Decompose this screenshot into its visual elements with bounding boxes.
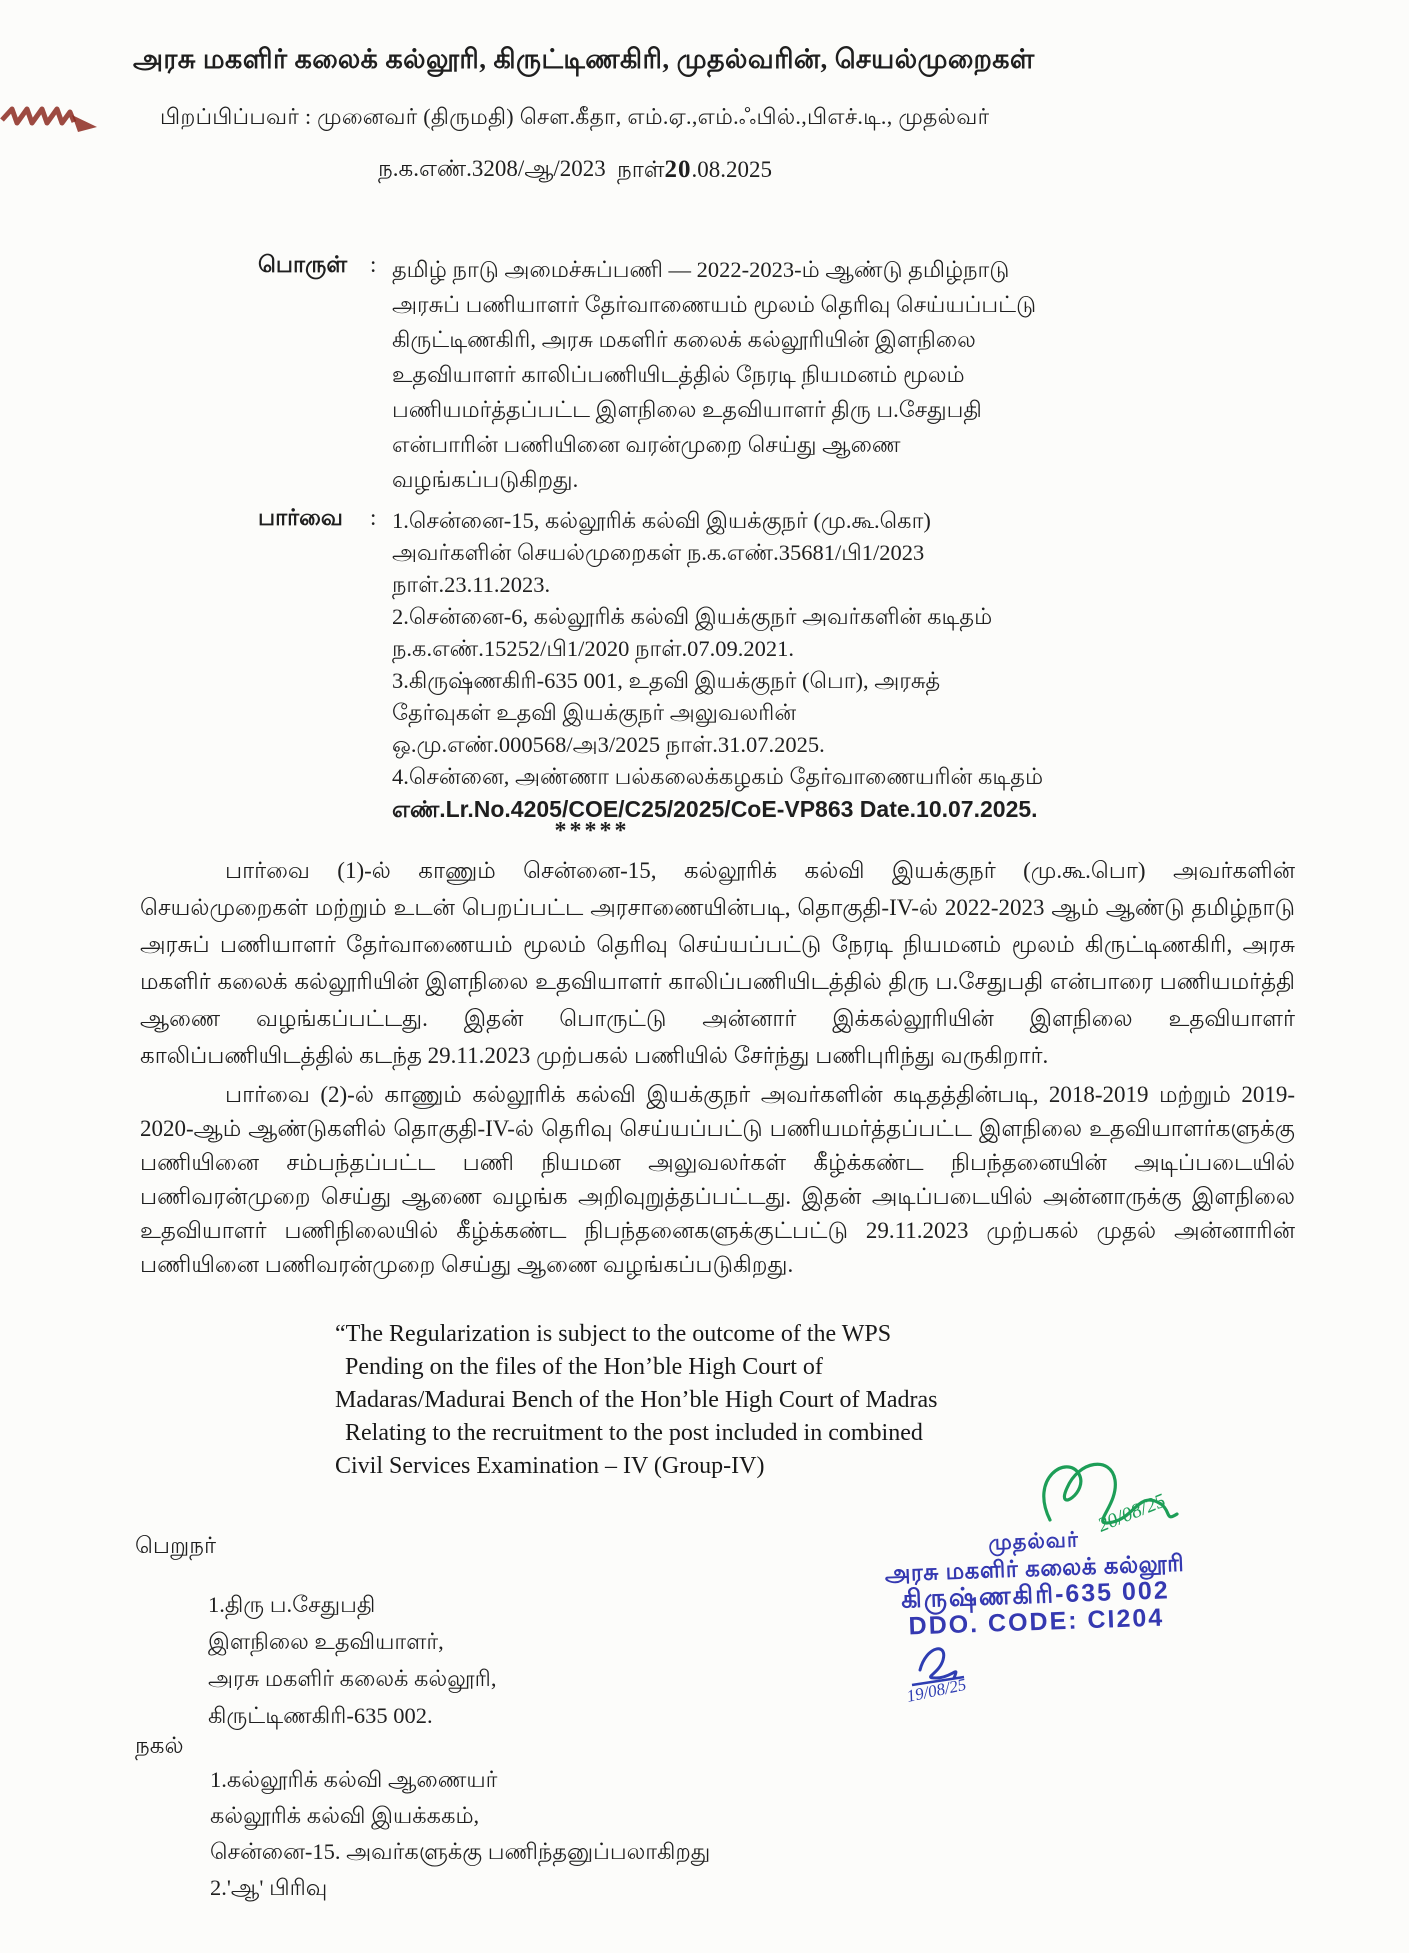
copy-line: 1.கல்லூரிக் கல்வி ஆணையர் bbox=[210, 1767, 498, 1792]
quote-line: Relating to the recruitment to the post included in combined bbox=[345, 1420, 923, 1446]
reference-list bbox=[392, 505, 1072, 825]
quote-line: “The Regularization is subject to the outcome of the WPS bbox=[335, 1321, 892, 1347]
reference-line: 1.சென்னை-15, கல்லூரிக் கல்வி இயக்குநர் (மு.கூ.கொ) bbox=[392, 508, 931, 533]
reference-line: ஒ.மு.எண்.000568/அ3/2025 நாள்.31.07.2025. bbox=[392, 732, 825, 757]
quote-line: Madaras/Madurai Bench of the Hon’ble High Court of Madras bbox=[335, 1387, 938, 1413]
copy-line: கல்லூரிக் கல்வி இயக்ககம், bbox=[210, 1803, 480, 1828]
subject-colon: : bbox=[370, 252, 377, 277]
body-paragraph-1: பார்வை (1)-ல் காணும் சென்னை-15, கல்லூரிக் கல்வி இயக்குநர் (மு.கூ.பொ) அவர்களின் செயல்முறைகள் மற்றும் உடன் பெறப்பட்ட அரசாணையின்படி, தொகுதி-IV-ல் 2022-2023 ஆம் ஆண்டு தமிழ்நாடு அரசுப் பணியாளர் தேர்வாணையம் மூலம் தெரிவு செய்யப்பட்டு நேரடி நியமனம் மூலம் கிருட்டிணகிரி, அரசு மகளிர் கலைக் கல்லூரியின் இளநிலை உதவியாளர் காலிப்பணியிடத்தில் திரு ப.சேதுபதி என்பாரை பணியமர்த்தி ஆணை வழங்கப்பட்டது. இதன் பொருட்டு அன்னார் இக்கல்லூரியின் இளநிலை உதவியாளர் காலிப்பணியிடத்தில் கடந்த 29.11.2023 முற்பகல் பணியில் சேர்ந்து பணிபுரிந்து வருகிறார். bbox=[140, 858, 1295, 1068]
reference-line: 4.சென்னை, அண்ணா பல்கலைக்கழகம் தேர்வாணையரின் கடிதம் bbox=[392, 764, 1044, 789]
reference-line: தேர்வுகள் உதவி இயக்குநர் அலுவலரின் bbox=[392, 700, 797, 725]
clerk-initial-icon bbox=[900, 1632, 1000, 1712]
stamp-line: முதல்வர் bbox=[987, 1528, 1080, 1555]
stamp-line: கிருஷ்ணகிரி-635 002 bbox=[900, 1576, 1171, 1614]
reference-colon: : bbox=[370, 505, 377, 530]
issuer-line: பிறப்பிப்பவர் : முனைவர் (திருமதி) செள.கீதா, எம்.ஏ.,எம்.ஃபில்.,பிஎச்.டி., முதல்வர் bbox=[160, 104, 990, 129]
recipient-line: 1.திரு ப.சேதுபதி bbox=[208, 1592, 376, 1617]
office-stamp bbox=[843, 1521, 1227, 1642]
reference-line: அவர்களின் செயல்முறைகள் ந.க.எண்.35681/பி1/2023 bbox=[392, 540, 925, 565]
recipient-line: இளநிலை உதவியாளர், bbox=[208, 1629, 444, 1654]
copy-list bbox=[210, 1762, 710, 1906]
copy-line: 2.'ஆ' பிரிவு bbox=[210, 1875, 328, 1900]
date-rest: .08.2025 bbox=[691, 157, 773, 182]
initial-date: 19/08/25 bbox=[904, 1674, 968, 1706]
reference-line-latin: எண்.Lr.No.4205/COE/C25/2025/CoE-VP863 Date.10.07.2025. bbox=[392, 796, 1038, 822]
subject-line: என்பாரின் பணியினை வரன்முறை செய்து ஆணை bbox=[392, 432, 901, 457]
subject-line: கிருட்டிணகிரி, அரசு மகளிர் கலைக் கல்லூரியின் இளநிலை bbox=[392, 327, 976, 352]
recipient-line: கிருட்டிணகிரி-635 002. bbox=[208, 1703, 433, 1728]
subject-text bbox=[392, 252, 1037, 497]
quote-line: Pending on the files of the Hon’ble High Court of bbox=[345, 1354, 823, 1380]
asterisk-separator: ***** bbox=[554, 818, 630, 844]
subject-line: வழங்கப்படுகிறது. bbox=[392, 467, 579, 492]
reference-line: 3.கிருஷ்ணகிரி-635 001, உதவி இயக்குநர் (பொ), அரசுத் bbox=[392, 668, 941, 693]
recipient-address bbox=[208, 1586, 496, 1734]
date-label: நாள் bbox=[617, 157, 665, 182]
letter-date bbox=[617, 156, 772, 186]
reference-label: பார்வை bbox=[258, 505, 343, 530]
body-paragraph-2: பார்வை (2)-ல் காணும் கல்லூரிக் கல்வி இயக்குநர் அவர்களின் கடிதத்தின்படி, 2018-2019 மற்றும் 2019-2020-ஆம் ஆண்டுகளில் தொகுதி-IV-ல் தெரிவு செய்யப்பட்டு பணியமர்த்தப்பட்ட இளநிலை உதவியாளர்களுக்கு பணியினை சம்பந்தப்பட்ட பணி நியமன அலுவலர்கள் கீழ்க்கண்ட நிபந்தனையின் அடிப்படையில் பணிவரன்முறை செய்து ஆணை வழங்க அறிவுறுத்தப்பட்டது. இதன் அடிப்படையில் அன்னாருக்கு இளநிலை உதவியாளர் பணிநிலையில் கீழ்க்கண்ட நிபந்தனைகளுக்குட்பட்டு 29.11.2023 முற்பகல் முதல் அன்னாரின் பணியினை பணிவரன்முறை செய்து ஆணை வழங்கப்படுகிறது. bbox=[140, 1082, 1295, 1277]
subject-label: பொருள் bbox=[258, 252, 348, 277]
reference-number: ந.க.எண்.3208/ஆ/2023 bbox=[378, 156, 606, 181]
recipient-label: பெறுநர் bbox=[135, 1533, 217, 1558]
recipient-line: அரசு மகளிர் கலைக் கல்லூரி, bbox=[208, 1666, 497, 1691]
regularization-condition-quote bbox=[335, 1318, 975, 1483]
subject-line: தமிழ் நாடு அமைச்சுப்பணி — 2022-2023-ம் ஆண்டு தமிழ்நாடு bbox=[392, 257, 1010, 282]
stamp-line: அரசு மகளிர் கலைக் கல்லூரி bbox=[884, 1549, 1185, 1587]
thread-seal-mark bbox=[0, 100, 100, 145]
date-day-handwritten: 20 bbox=[664, 156, 692, 183]
quote-line: Civil Services Examination – IV (Group-IV) bbox=[335, 1453, 765, 1479]
reference-line: நாள்.23.11.2023. bbox=[392, 572, 551, 597]
subject-line: உதவியாளர் காலிப்பணியிடத்தில் நேரடி நியமனம் மூலம் bbox=[392, 362, 965, 387]
subject-line: பணியமர்த்தப்பட்ட இளநிலை உதவியாளர் திரு ப.சேதுபதி bbox=[392, 397, 982, 422]
subject-line: அரசுப் பணியாளர் தேர்வாணையம் மூலம் தெரிவு செய்யப்பட்டு bbox=[392, 292, 1037, 317]
reference-line: 2.சென்னை-6, கல்லூரிக் கல்வி இயக்குநர் அவர்களின் கடிதம் bbox=[392, 604, 993, 629]
reference-line: ந.க.எண்.15252/பி1/2020 நாள்.07.09.2021. bbox=[392, 636, 795, 661]
letter-title: அரசு மகளிர் கலைக் கல்லூரி, கிருட்டிணகிரி, முதல்வரின், செயல்முறைகள் bbox=[133, 44, 1035, 74]
stamp-line: DDO. CODE: CI204 bbox=[908, 1603, 1165, 1641]
copy-label: நகல் bbox=[135, 1733, 184, 1758]
signature-date: 20/08/25 bbox=[1094, 1489, 1169, 1537]
copy-line: சென்னை-15. அவர்களுக்கு பணிந்தனுப்பலாகிறது bbox=[210, 1839, 711, 1864]
